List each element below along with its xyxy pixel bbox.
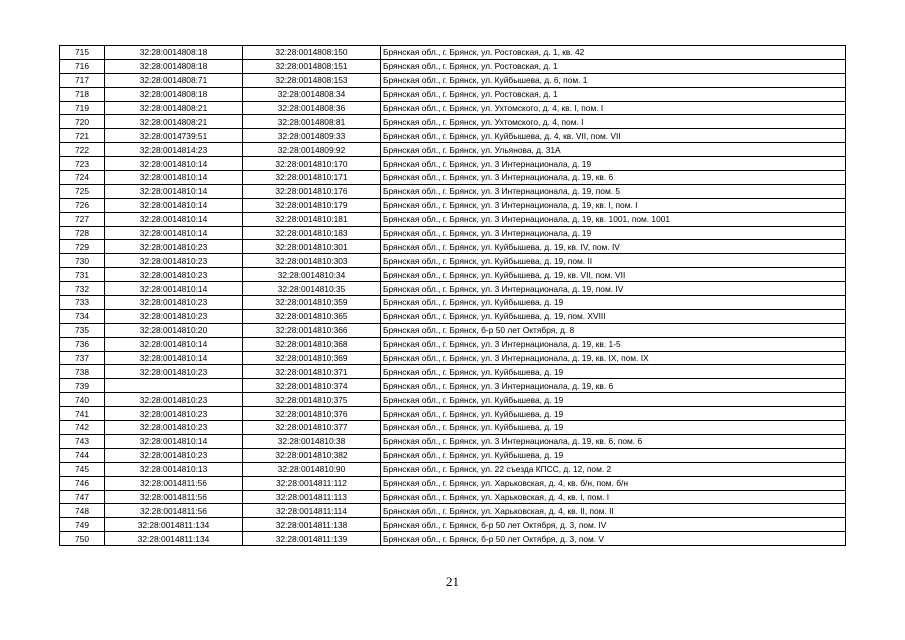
row-number-cell: 738: [60, 365, 105, 379]
cadastral-number-cell: 32:28:0014810:179: [243, 198, 381, 212]
address-cell: Брянская обл., г. Брянск, ул. Ухтомского, д. 4, пом. I: [381, 115, 846, 129]
cadastral-number-cell: 32:28:0014808:34: [243, 87, 381, 101]
cadastral-number-cell: 32:28:0014810:303: [243, 254, 381, 268]
address-cell: Брянская обл., г. Брянск, ул. Ульянова, д. 31А: [381, 143, 846, 157]
parent-cadastral-number-cell: 32:28:0014810:14: [105, 337, 243, 351]
table-row: [60, 351, 846, 365]
row-number-cell: 737: [60, 351, 105, 365]
cadastral-number-cell: 32:28:0014810:38: [243, 434, 381, 448]
cadastral-number-cell: 32:28:0014810:170: [243, 157, 381, 171]
table-body: [60, 46, 846, 546]
parent-cadastral-number-cell: 32:28:0014810:23: [105, 365, 243, 379]
cadastral-number-cell: 32:28:0014810:35: [243, 282, 381, 296]
row-number-cell: 725: [60, 184, 105, 198]
cadastral-number-cell: 32:28:0014810:369: [243, 351, 381, 365]
parent-cadastral-number-cell: [105, 379, 243, 393]
parent-cadastral-number-cell: 32:28:0014808:21: [105, 101, 243, 115]
table-row: [60, 296, 846, 310]
cadastral-number-cell: 32:28:0014809:92: [243, 143, 381, 157]
parent-cadastral-number-cell: 32:28:0014811:134: [105, 518, 243, 532]
cadastral-number-cell: 32:28:0014810:365: [243, 309, 381, 323]
address-cell: Брянская обл., г. Брянск, ул. 3 Интернационала, д. 19, кв. 6: [381, 171, 846, 185]
address-cell: Брянская обл., г. Брянск, ул. Харьковская, д. 4, кв. II, пом. II: [381, 504, 846, 518]
cadastral-number-cell: 32:28:0014811:138: [243, 518, 381, 532]
table-row: [60, 59, 846, 73]
cadastral-number-cell: 32:28:0014810:183: [243, 226, 381, 240]
row-number-cell: 743: [60, 434, 105, 448]
cadastral-number-cell: 32:28:0014810:371: [243, 365, 381, 379]
cadastral-number-cell: 32:28:0014810:382: [243, 448, 381, 462]
cadastral-number-cell: 32:28:0014810:176: [243, 184, 381, 198]
row-number-cell: 731: [60, 268, 105, 282]
cadastral-number-cell: 32:28:0014809:33: [243, 129, 381, 143]
cadastral-number-cell: 32:28:0014810:366: [243, 323, 381, 337]
table-row: [60, 323, 846, 337]
cadastral-number-cell: 32:28:0014810:181: [243, 212, 381, 226]
table-row: [60, 226, 846, 240]
parent-cadastral-number-cell: 32:28:0014810:23: [105, 421, 243, 435]
address-cell: Брянская обл., г. Брянск, ул. Ростовская, д. 1, кв. 42: [381, 46, 846, 60]
address-cell: Брянская обл., г. Брянск, ул. 3 Интернационала, д. 19: [381, 226, 846, 240]
table-row: [60, 393, 846, 407]
cadastral-number-cell: 32:28:0014810:359: [243, 296, 381, 310]
parent-cadastral-number-cell: 32:28:0014810:23: [105, 268, 243, 282]
address-cell: Брянская обл., г. Брянск, ул. Ростовская, д. 1: [381, 87, 846, 101]
address-cell: Брянская обл., г. Брянск, ул. 3 Интернационала, д. 19, пом. IV: [381, 282, 846, 296]
row-number-cell: 734: [60, 309, 105, 323]
parent-cadastral-number-cell: 32:28:0014810:23: [105, 448, 243, 462]
row-number-cell: 750: [60, 532, 105, 546]
table-row: [60, 421, 846, 435]
row-number-cell: 721: [60, 129, 105, 143]
address-cell: Брянская обл., г. Брянск, ул. Куйбышева, д. 19: [381, 448, 846, 462]
parent-cadastral-number-cell: 32:28:0014810:14: [105, 212, 243, 226]
table-row: [60, 46, 846, 60]
cadastral-number-cell: 32:28:0014810:377: [243, 421, 381, 435]
table-row: [60, 518, 846, 532]
row-number-cell: 747: [60, 490, 105, 504]
address-cell: Брянская обл., г. Брянск, б-р 50 лет Октября, д. 3, пом. IV: [381, 518, 846, 532]
table-row: [60, 129, 846, 143]
row-number-cell: 728: [60, 226, 105, 240]
row-number-cell: 749: [60, 518, 105, 532]
address-cell: Брянская обл., г. Брянск, ул. Харьковская, д. 4, кв. I, пом. I: [381, 490, 846, 504]
cadastral-number-cell: 32:28:0014808:36: [243, 101, 381, 115]
table-row: [60, 379, 846, 393]
parent-cadastral-number-cell: 32:28:0014808:18: [105, 59, 243, 73]
parent-cadastral-number-cell: 32:28:0014810:23: [105, 407, 243, 421]
table-row: [60, 143, 846, 157]
row-number-cell: 727: [60, 212, 105, 226]
table-row: [60, 504, 846, 518]
parent-cadastral-number-cell: 32:28:0014808:71: [105, 73, 243, 87]
parent-cadastral-number-cell: 32:28:0014810:23: [105, 240, 243, 254]
table-row: [60, 115, 846, 129]
table-row: [60, 73, 846, 87]
cadastral-number-cell: 32:28:0014810:374: [243, 379, 381, 393]
parent-cadastral-number-cell: 32:28:0014810:23: [105, 393, 243, 407]
cadastral-number-cell: 32:28:0014810:301: [243, 240, 381, 254]
row-number-cell: 740: [60, 393, 105, 407]
parent-cadastral-number-cell: 32:28:0014810:23: [105, 309, 243, 323]
table-row: [60, 462, 846, 476]
table-row: [60, 490, 846, 504]
row-number-cell: 718: [60, 87, 105, 101]
cadastral-number-cell: 32:28:0014811:139: [243, 532, 381, 546]
row-number-cell: 716: [60, 59, 105, 73]
address-cell: Брянская обл., г. Брянск, ул. Куйбышева, д. 19, пом. XVIII: [381, 309, 846, 323]
parent-cadastral-number-cell: 32:28:0014810:13: [105, 462, 243, 476]
row-number-cell: 722: [60, 143, 105, 157]
row-number-cell: 744: [60, 448, 105, 462]
parent-cadastral-number-cell: 32:28:0014814:23: [105, 143, 243, 157]
row-number-cell: 729: [60, 240, 105, 254]
address-cell: Брянская обл., г. Брянск, ул. Куйбышева, д. 19, кв. VII, пом. VII: [381, 268, 846, 282]
parent-cadastral-number-cell: 32:28:0014811:56: [105, 490, 243, 504]
cadastral-number-cell: 32:28:0014808:81: [243, 115, 381, 129]
table-row: [60, 87, 846, 101]
table-row: [60, 407, 846, 421]
parent-cadastral-number-cell: 32:28:0014810:14: [105, 184, 243, 198]
table-row: [60, 157, 846, 171]
cadastral-number-cell: 32:28:0014808:151: [243, 59, 381, 73]
parent-cadastral-number-cell: 32:28:0014810:14: [105, 434, 243, 448]
address-cell: Брянская обл., г. Брянск, ул. 3 Интернационала, д. 19, кв. 6, пом. 6: [381, 434, 846, 448]
parent-cadastral-number-cell: 32:28:0014811:56: [105, 504, 243, 518]
row-number-cell: 748: [60, 504, 105, 518]
cadastral-number-cell: 32:28:0014810:34: [243, 268, 381, 282]
address-cell: Брянская обл., г. Брянск, ул. Харьковская, д. 4, кв. б/н, пом. б/н: [381, 476, 846, 490]
cadastral-number-cell: 32:28:0014808:150: [243, 46, 381, 60]
table-row: [60, 184, 846, 198]
row-number-cell: 741: [60, 407, 105, 421]
table-row: [60, 337, 846, 351]
cadastral-number-cell: 32:28:0014810:375: [243, 393, 381, 407]
parent-cadastral-number-cell: 32:28:0014810:23: [105, 254, 243, 268]
parent-cadastral-number-cell: 32:28:0014808:18: [105, 87, 243, 101]
parent-cadastral-number-cell: 32:28:0014810:23: [105, 296, 243, 310]
cadastral-number-cell: 32:28:0014810:376: [243, 407, 381, 421]
row-number-cell: 719: [60, 101, 105, 115]
row-number-cell: 745: [60, 462, 105, 476]
table-row: [60, 198, 846, 212]
row-number-cell: 739: [60, 379, 105, 393]
address-cell: Брянская обл., г. Брянск, ул. 3 Интернационала, д. 19, кв. 1001, пом. 1001: [381, 212, 846, 226]
row-number-cell: 736: [60, 337, 105, 351]
address-cell: Брянская обл., г. Брянск, ул. 3 Интернационала, д. 19, кв. I, пом. I: [381, 198, 846, 212]
row-number-cell: 723: [60, 157, 105, 171]
table-row: [60, 282, 846, 296]
row-number-cell: 746: [60, 476, 105, 490]
row-number-cell: 726: [60, 198, 105, 212]
address-cell: Брянская обл., г. Брянск, ул. Куйбышева, д. 19: [381, 296, 846, 310]
address-cell: Брянская обл., г. Брянск, ул. Куйбышева, д. 19, пом. II: [381, 254, 846, 268]
address-cell: Брянская обл., г. Брянск, ул. 3 Интернационала, д. 19, кв. 1-5: [381, 337, 846, 351]
table-row: [60, 254, 846, 268]
table-row: [60, 365, 846, 379]
row-number-cell: 717: [60, 73, 105, 87]
row-number-cell: 733: [60, 296, 105, 310]
row-number-cell: 742: [60, 421, 105, 435]
address-cell: Брянская обл., г. Брянск, б-р 50 лет Октября, д. 8: [381, 323, 846, 337]
table-row: [60, 268, 846, 282]
row-number-cell: 735: [60, 323, 105, 337]
parent-cadastral-number-cell: 32:28:0014811:134: [105, 532, 243, 546]
parent-cadastral-number-cell: 32:28:0014739:51: [105, 129, 243, 143]
address-cell: Брянская обл., г. Брянск, ул. 3 Интернационала, д. 19, пом. 5: [381, 184, 846, 198]
parent-cadastral-number-cell: 32:28:0014808:21: [105, 115, 243, 129]
parent-cadastral-number-cell: 32:28:0014808:18: [105, 46, 243, 60]
cadastral-number-cell: 32:28:0014810:368: [243, 337, 381, 351]
parent-cadastral-number-cell: 32:28:0014810:14: [105, 198, 243, 212]
cadastral-table: [59, 45, 846, 546]
table-row: [60, 434, 846, 448]
row-number-cell: 720: [60, 115, 105, 129]
parent-cadastral-number-cell: 32:28:0014810:14: [105, 226, 243, 240]
cadastral-number-cell: 32:28:0014811:112: [243, 476, 381, 490]
address-cell: Брянская обл., г. Брянск, ул. Куйбышева, д. 19: [381, 393, 846, 407]
row-number-cell: 732: [60, 282, 105, 296]
address-cell: Брянская обл., г. Брянск, ул. Куйбышева, д. 19: [381, 407, 846, 421]
address-cell: Брянская обл., г. Брянск, ул. Куйбышева, д. 19: [381, 365, 846, 379]
parent-cadastral-number-cell: 32:28:0014810:20: [105, 323, 243, 337]
table-row: [60, 476, 846, 490]
parent-cadastral-number-cell: 32:28:0014811:56: [105, 476, 243, 490]
row-number-cell: 724: [60, 171, 105, 185]
address-cell: Брянская обл., г. Брянск, ул. Куйбышева, д. 19: [381, 421, 846, 435]
table-row: [60, 532, 846, 546]
address-cell: Брянская обл., г. Брянск, ул. Куйбышева, д. 4, кв. VII, пом. VII: [381, 129, 846, 143]
address-cell: Брянская обл., г. Брянск, ул. 3 Интернационала, д. 19, кв. IX, пом. IX: [381, 351, 846, 365]
address-cell: Брянская обл., г. Брянск, ул. Куйбышева, д. 6, пом. 1: [381, 73, 846, 87]
address-cell: Брянская обл., г. Брянск, ул. Куйбышева, д. 19, кв. IV, пом. IV: [381, 240, 846, 254]
address-cell: Брянская обл., г. Брянск, ул. Ухтомского, д. 4, кв. I, пом. I: [381, 101, 846, 115]
parent-cadastral-number-cell: 32:28:0014810:14: [105, 282, 243, 296]
cadastral-number-cell: 32:28:0014810:171: [243, 171, 381, 185]
page-number: 21: [446, 574, 459, 589]
address-cell: Брянская обл., г. Брянск, ул. 22 съезда КПСС, д. 12, пом. 2: [381, 462, 846, 476]
table-row: [60, 309, 846, 323]
parent-cadastral-number-cell: 32:28:0014810:14: [105, 157, 243, 171]
cadastral-number-cell: 32:28:0014810:90: [243, 462, 381, 476]
table-row: [60, 212, 846, 226]
cadastral-number-cell: 32:28:0014811:114: [243, 504, 381, 518]
address-cell: Брянская обл., г. Брянск, б-р 50 лет Октября, д. 3, пом. V: [381, 532, 846, 546]
table-row: [60, 240, 846, 254]
table-row: [60, 171, 846, 185]
cadastral-number-cell: 32:28:0014808:153: [243, 73, 381, 87]
row-number-cell: 715: [60, 46, 105, 60]
table-row: [60, 101, 846, 115]
address-cell: Брянская обл., г. Брянск, ул. 3 Интернационала, д. 19: [381, 157, 846, 171]
table-row: [60, 448, 846, 462]
parent-cadastral-number-cell: 32:28:0014810:14: [105, 351, 243, 365]
address-cell: Брянская обл., г. Брянск, ул. Ростовская, д. 1: [381, 59, 846, 73]
row-number-cell: 730: [60, 254, 105, 268]
parent-cadastral-number-cell: 32:28:0014810:14: [105, 171, 243, 185]
cadastral-number-cell: 32:28:0014811:113: [243, 490, 381, 504]
address-cell: Брянская обл., г. Брянск, ул. 3 Интернационала, д. 19, кв. 6: [381, 379, 846, 393]
